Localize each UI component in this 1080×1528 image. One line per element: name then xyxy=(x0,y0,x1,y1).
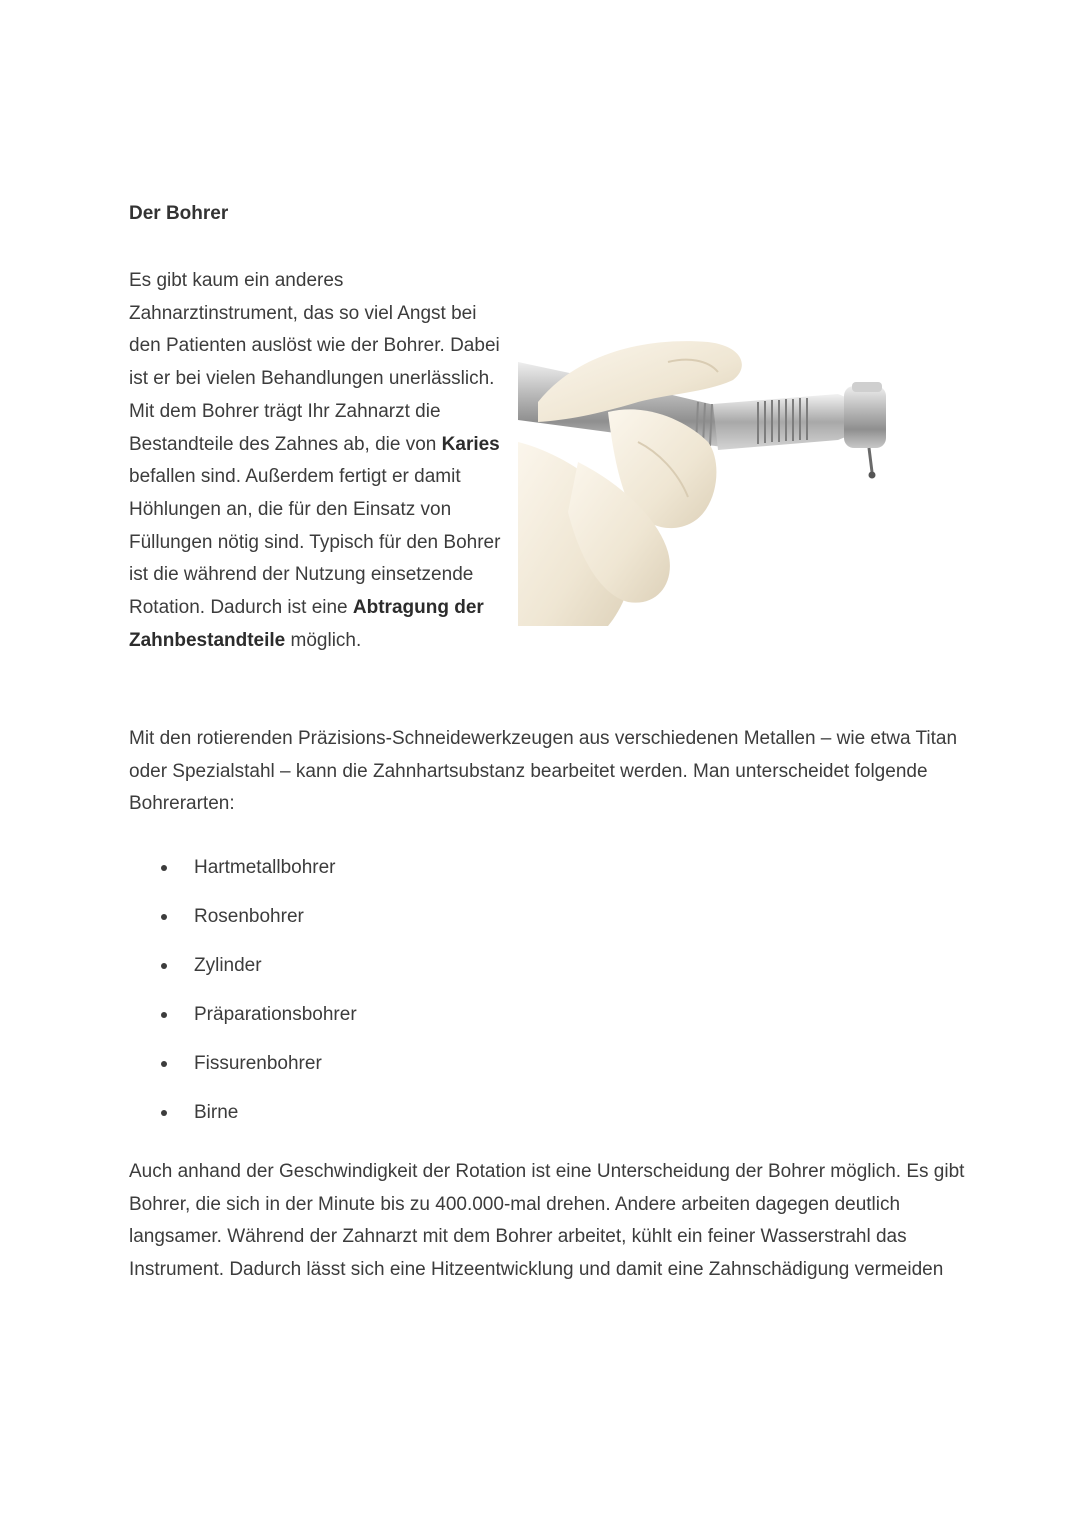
bullet-icon xyxy=(161,963,167,969)
dental-drill-icon xyxy=(518,332,900,626)
paragraph-materials: Mit den rotierenden Präzisions-Schneidewerkzeugen aus verschiedenen Metallen – wie etwa Titan oder Spezialstahl – kann die Zahnhartsubstanz bearbeitet werden. Man unterscheidet folgende Bohrerarten: xyxy=(129,728,958,815)
bullet-icon xyxy=(161,914,167,920)
list-item xyxy=(129,1047,357,1096)
list-item-label: Fissurenbohrer xyxy=(194,1053,322,1074)
list-item-label: Hartmetallbohrer xyxy=(194,857,336,878)
bullet-icon xyxy=(161,1110,167,1116)
list-item-label: Präparationsbohrer xyxy=(194,1004,357,1025)
paragraph-rotation-speed: Auch anhand der Geschwindigkeit der Rotation ist eine Unterscheidung der Bohrer möglich. Es gibt Bohrer, die sich in der Minute bis zu 400.000-mal drehen. Andere arbeiten dagegen deutlich langsamer. Während der Zahnarzt mit dem Bohrer arbeitet, kühlt ein feiner Wasserstrahl das Instrument. Dadurch lässt sich eine Hitzeentwicklung und damit eine Zahnschädigung vermeiden xyxy=(129,1161,965,1281)
intro-paragraph xyxy=(129,265,504,657)
intro-bold-abtragung: Abtragung der Zahnbestandteile xyxy=(129,597,484,651)
intro-text-3: möglich. xyxy=(285,629,362,651)
intro-bold-karies: Karies xyxy=(441,433,500,455)
list-item-label: Rosenbohrer xyxy=(194,906,304,927)
list-item-label: Birne xyxy=(194,1102,239,1123)
list-item-label: Zylinder xyxy=(194,955,262,976)
bullet-icon xyxy=(161,1012,167,1018)
bullet-icon xyxy=(161,865,167,871)
list-item xyxy=(129,998,357,1047)
list-item xyxy=(129,949,357,998)
list-item xyxy=(129,900,357,949)
intro-text-1: Es gibt kaum ein anderes Zahnarztinstrument, das so viel Angst bei den Patienten auslöst wie der Bohrer. Dabei ist er bei vielen Behandlungen unerlässlich. Mit dem Bohrer trägt Ihr Zahnarzt die Bestandteile des Zahnes ab, die von xyxy=(129,270,500,455)
page-title: Der Bohrer xyxy=(129,203,229,224)
intro-text-2: befallen sind. Außerdem fertigt er damit Höhlungen an, die für den Einsatz von Füllungen nötig sind. Typisch für den Bohrer ist die während der Nutzung einsetzende Rotation. Dadurch ist eine xyxy=(129,466,501,619)
bullet-icon xyxy=(161,1061,167,1067)
dental-drill-photo xyxy=(518,332,900,626)
drill-types-list xyxy=(129,851,357,1145)
list-item xyxy=(129,1096,357,1145)
list-item xyxy=(129,851,357,900)
